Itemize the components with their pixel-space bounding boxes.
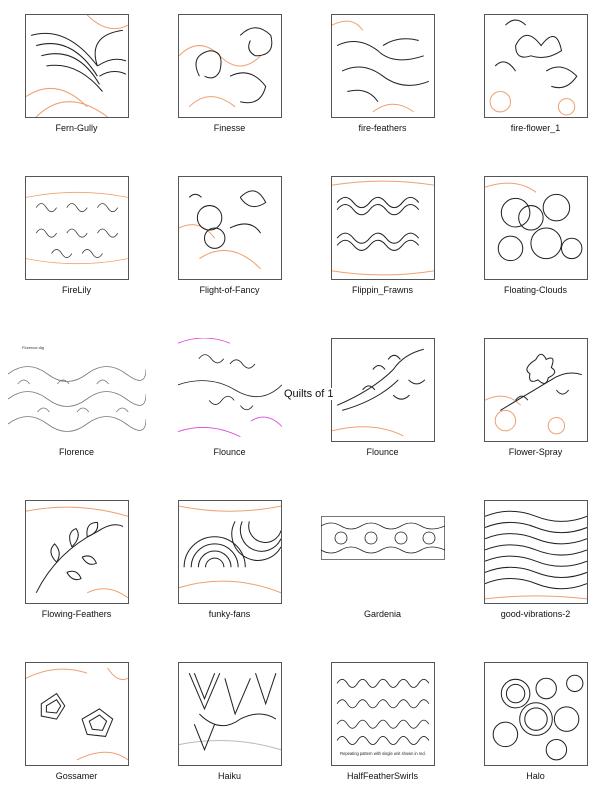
flower-pattern-icon xyxy=(484,14,588,118)
spray-pattern-icon xyxy=(484,338,588,442)
pattern-name: funky-fans xyxy=(208,609,251,619)
repeat-note: Repeating pattern with single unit shown in red. xyxy=(340,750,426,756)
pattern-name: Haiku xyxy=(217,771,241,781)
pattern-name: Flippin_Frawns xyxy=(351,285,414,295)
pattern-name: HalfFeatherSwirls xyxy=(346,771,419,781)
circle-pattern-icon xyxy=(484,662,588,766)
feather-pattern-icon xyxy=(25,500,129,604)
flounce-pattern-icon xyxy=(178,338,282,442)
fan-pattern-icon xyxy=(178,500,282,604)
pattern-name: Flounce xyxy=(366,447,399,457)
leaf-pattern-icon xyxy=(178,662,282,766)
swirl-pattern-icon xyxy=(331,662,435,766)
pattern-name: Flowing-Feathers xyxy=(41,609,112,619)
pattern-name: fire-flower_1 xyxy=(510,123,561,133)
pattern-name: Florence xyxy=(58,447,94,457)
swirl-pattern-icon xyxy=(178,176,282,280)
file-note: Florence.dig xyxy=(22,345,45,350)
cloud-pattern-icon xyxy=(484,176,588,280)
paisley-pattern-icon xyxy=(178,14,282,118)
pattern-name: good-vibrations-2 xyxy=(500,609,571,619)
flounce-pattern-icon xyxy=(331,338,435,442)
pattern-name: Gardenia xyxy=(363,609,402,619)
pattern-name: fire-feathers xyxy=(358,123,407,133)
lily-pattern-icon xyxy=(25,176,129,280)
pattern-name: Fern-Gully xyxy=(55,123,98,133)
web-pattern-icon xyxy=(25,662,129,766)
vine-pattern-icon xyxy=(8,354,146,440)
pattern-name: Flounce xyxy=(213,447,246,457)
feather-pattern-icon xyxy=(331,14,435,118)
wave-pattern-icon xyxy=(484,500,588,604)
pattern-name: Flight-of-Fancy xyxy=(199,285,260,295)
pattern-name: FireLily xyxy=(61,285,91,295)
pattern-name: Gossamer xyxy=(55,771,98,781)
page-title: Quilts of 1 xyxy=(284,388,334,400)
border-pattern-icon xyxy=(321,516,445,560)
pattern-name: Flower-Spray xyxy=(508,447,563,457)
pattern-name: Floating-Clouds xyxy=(503,285,568,295)
fern-pattern-icon xyxy=(25,14,129,118)
frond-pattern-icon xyxy=(331,176,435,280)
pattern-name: Halo xyxy=(526,771,545,781)
pattern-name: Finesse xyxy=(213,123,246,133)
